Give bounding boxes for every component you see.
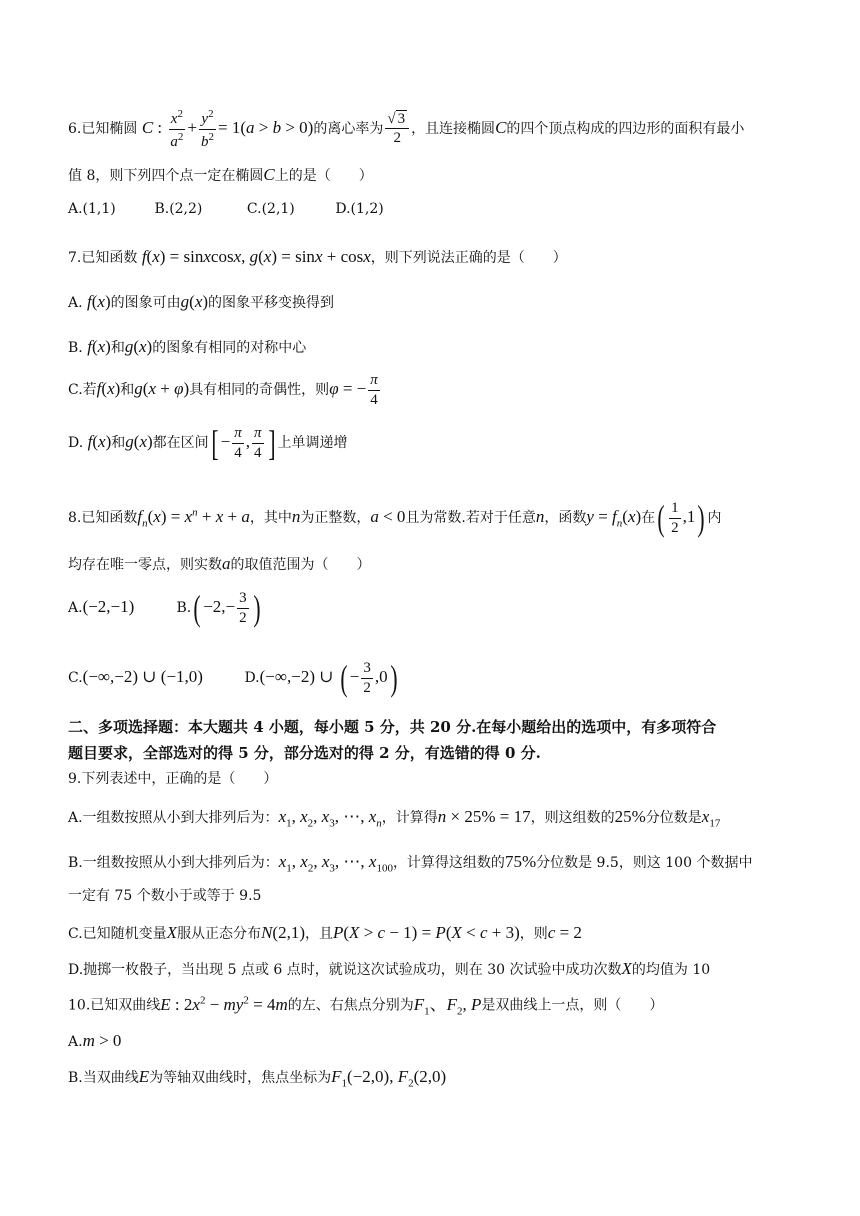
q9-text: D.抛掷一枚骰子，当出现 5 点或 6 点时，就说这次试验成功，则在 30 次试验中成功次数 [68,962,622,978]
q8-text: 在 [641,509,656,526]
q7-option-d[interactable]: D. f(x)和g(x)都在区间[ − $\frac{\pi}{4}$ , $\frac{\pi}{4}$ ] 上单调递增 [68,423,348,463]
q9-text: ，且 [304,926,333,942]
section-2-heading-line1: 二、多项选择题：本大题共 4 小题，每小题 5 分，共 20 分.在每小题给出的选项中，有多项符合 [68,718,717,736]
q7-text: 和 [111,434,126,451]
q10-text: 是双曲线上一点，则（ ） [481,997,664,1014]
q6-option-d[interactable]: D.(1,2) [335,201,384,217]
q7-text: 和 [120,382,135,398]
q8-option-c[interactable]: C.(−∞,−2) ∪ (−1,0) [68,666,203,686]
q8-text: 为正整数， [300,509,371,526]
q10-stem: 10.已知双曲线E : $2x^2 - my^2 = 4m$的左、右焦点分别为$F_1$、$F_2$, P是双曲线上一点，则（ ） [68,994,664,1018]
q9-text: B.一组数按照从小到大排列后为： [68,855,279,871]
q8-options-cd [68,660,400,696]
q6-text: 已知椭圆 [81,120,138,137]
q9-option-a[interactable]: A.一组数按照从小到大排列后为：$x_1$, $x_2$, $x_3$, ⋯, $x_n$，计算得n × 25% = 17，则这组数的25%分位数是$x_{17}$ [68,807,721,830]
q7-text: C.若 [68,382,97,398]
q6-text: 的四个顶点构成的四边形的面积有最小 [506,120,745,137]
q8-text: ，其中 [249,509,292,526]
q7-text: 的图象平移变换得到 [208,295,335,311]
q9-option-b-cont: 一定有 75 个数小于或等于 9.5 [68,888,262,904]
q9-text: ，则这组数的 [530,810,615,826]
q6-option-b[interactable]: B.(2,2) [154,201,203,217]
q9-text: 的均值为 10 [631,962,711,978]
q8-text: ，函数 [544,509,587,526]
q8-options-ab [68,590,263,626]
q9-text: 分位数是 9.5，则这 100 个数据中 [536,855,753,871]
q6-text: 上的是（ ） [274,168,373,184]
q8-text: 的取值范围为（ ） [230,557,371,573]
q9-stem: 9.下列表述中，正确的是（ ） [68,771,278,787]
q7-text: 上单调递增 [277,434,348,451]
q9-text: ，计算得 [381,810,438,826]
q6-options [68,202,384,216]
q7-option-a[interactable]: A. f(x)的图象可由g(x)的图象平移变换得到 [68,292,335,311]
q7-text: 和 [110,340,125,356]
q9-option-d[interactable]: D.抛掷一枚骰子，当出现 5 点或 6 点时，就说这次试验成功，则在 30 次试验中成功次数X的均值为 10 [68,959,711,978]
q7-text: 7.已知函数 [68,250,138,266]
q8-stem-line1: 8.已知函数$f_n(x) = x^n + x + a$，其中n为正整数，a < 0且为常数.若对于任意n，函数$y = f_n(x)$在( $\frac{1}{2}$ ,1) 内 [68,498,722,538]
q6-option-c[interactable]: C.(2,1) [246,201,295,217]
q8-text: 内 [707,509,722,526]
q8-option-a[interactable]: A.(−2,−1) [68,596,135,616]
q6-option-a[interactable]: A.(1,1) [68,201,116,217]
q9-text: ，则 [519,926,548,942]
q8-text: 均存在唯一零点，则实数 [68,557,222,573]
q9-text: 分位数是 [645,810,702,826]
section-2-heading-line2: 题目要求，全部选对的得 5 分，部分选对的得 2 分，有选错的得 0 分. [68,744,541,762]
q7-text: 都在区间 [152,434,209,451]
q7-stem: 7.已知函数 f(x) = sinxcosx, g(x) = sinx + cosx，则下列说法正确的是（ ） [68,247,567,266]
q10-text: 的左、右焦点分别为 [287,997,414,1014]
q6-stem-line1: 6.已知椭圆 C : $\frac{x^2}{a^2}$ + $\frac{y^2}{b^2}$ = 1(a > b > 0)的离心率为 $\frac{√ 3}{2}$ ，且连接椭圆C的四个顶点构成的四边形的面积有最小 [68,108,745,150]
q6-stem-line2: 值 8，则下列四个点一定在椭圆C上的是（ ） [68,165,373,184]
q8-option-b[interactable]: B.( −2,− $\frac{3}{2}$ ) [176,588,261,628]
q10-option-a[interactable]: A.m > 0 [68,1031,122,1050]
q9-option-b[interactable]: B.一组数按照从小到大排列后为：$x_1$, $x_2$, $x_3$, ⋯, $x_{100}$，计算得这组数的75%分位数是 9.5，则这 100 个数据中 [68,852,753,875]
q7-text: 具有相同的奇偶性，则 [189,382,330,398]
q6-number: 6. [68,120,82,137]
q9-text: 服从正态分布 [177,926,262,942]
q10-text: A. [68,1034,83,1050]
q6-text: 值 8，则下列四个点一定在椭圆 [68,168,264,184]
q8-stem-line2: 均存在唯一零点，则实数a的取值范围为（ ） [68,554,371,573]
q7-text: 的图象有相同的对称中心 [152,340,307,356]
q7-text: ，则下列说法正确的是（ ） [370,250,567,266]
q8-text: 8.已知函数 [68,509,138,526]
q10-option-b[interactable]: B.当双曲线E为等轴双曲线时，焦点坐标为$F_1(-2,0)$, $F_2(2,0)$ [68,1067,447,1090]
q7-text: 的图象可由 [110,295,181,311]
q9-text: A.一组数按照从小到大排列后为： [68,810,279,826]
q8-text: 且为常数.若对于任意 [405,509,536,526]
q6-text: 的离心率为 [313,120,384,137]
q6-text: ，且连接椭圆 [411,120,496,137]
q7-option-b[interactable]: B. f(x)和g(x)的图象有相同的对称中心 [68,337,307,356]
q9-option-c[interactable]: C.已知随机变量X服从正态分布N(2,1)，且P(X > c − 1) = P(X < c + 3)，则c = 2 [68,923,582,942]
q7-option-c[interactable]: C.若f(x)和g(x + φ)具有相同的奇偶性，则φ = − $\frac{\pi}{4}$ [68,372,378,408]
q10-text: B.当双曲线 [68,1070,139,1086]
q10-text: 为等轴双曲线时，焦点坐标为 [149,1070,332,1086]
eccentricity-fraction: $\frac{√ 3}{2}$ [385,111,409,147]
q9-text: ，计算得这组数的 [392,855,505,871]
ellipse-equation: C : $\frac{x^2}{a^2}$ + $\frac{y^2}{b^2}$ = 1(a > b > 0) [141,108,314,150]
q10-text: 10.已知双曲线 [68,997,161,1014]
q9-text: C.已知随机变量 [68,926,167,942]
q8-option-d[interactable]: D.(−∞,−2) ∪ ( − $\frac{3}{2}$ ,0) [244,658,398,698]
